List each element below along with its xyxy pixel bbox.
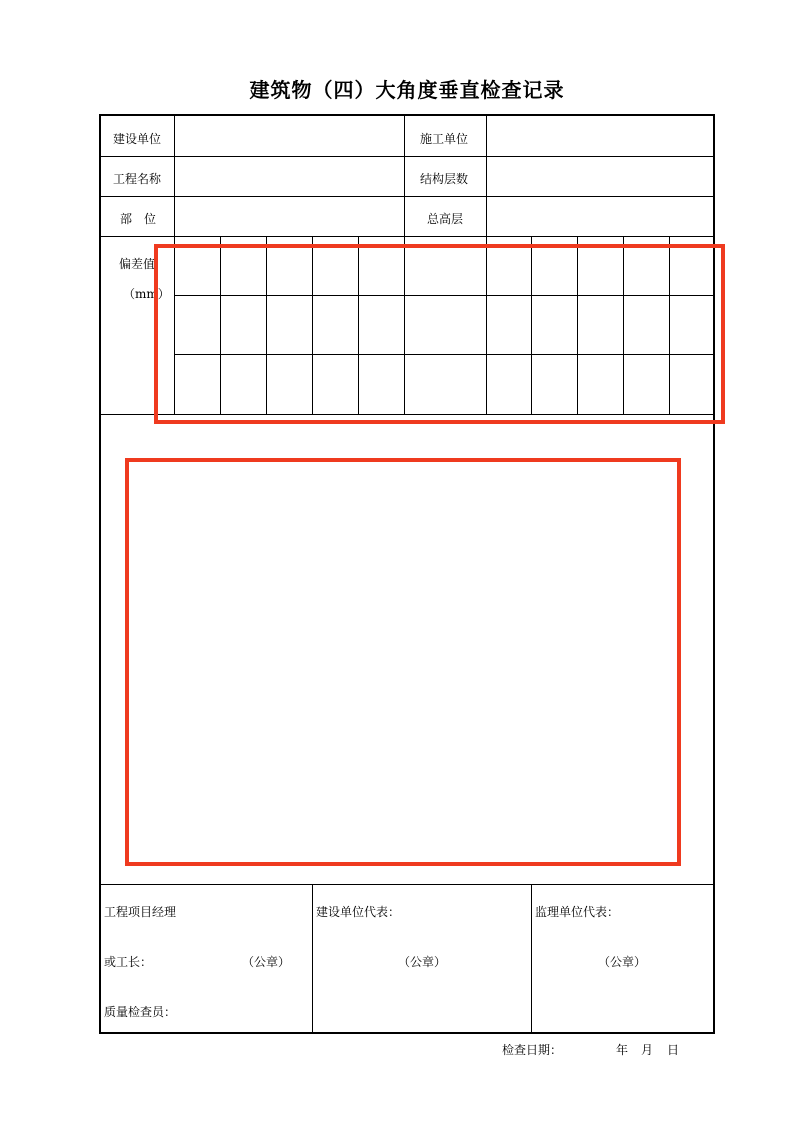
label-structure-floors: 结构层数 bbox=[420, 172, 469, 186]
label-total-height: 总高层 bbox=[427, 212, 464, 226]
row-divider bbox=[99, 156, 715, 157]
col-divider bbox=[312, 884, 313, 1034]
label-position: 部 位 bbox=[120, 212, 157, 226]
label-deviation-unit: （mm） bbox=[123, 287, 170, 301]
date-year: 年 bbox=[616, 1043, 629, 1057]
page-title: 建筑物（四）大角度垂直检查记录 bbox=[249, 78, 565, 102]
label-deviation: 偏差值 bbox=[119, 257, 156, 271]
row-divider bbox=[99, 196, 715, 197]
date-day: 日 bbox=[667, 1043, 680, 1057]
label-construction-unit: 建设单位 bbox=[113, 132, 162, 146]
label-builder-unit: 施工单位 bbox=[420, 132, 469, 146]
highlight-box-sketch bbox=[125, 458, 681, 866]
sig-supervisor-rep: 监理单位代表： bbox=[535, 905, 620, 919]
seal-1: （公章） bbox=[242, 955, 291, 969]
sig-foreman: 或工长： bbox=[104, 955, 153, 969]
date-label: 检查日期： bbox=[502, 1043, 563, 1057]
seal-2: （公章） bbox=[398, 955, 447, 969]
highlight-box-grid bbox=[154, 244, 725, 424]
seal-3: （公章） bbox=[598, 955, 647, 969]
sig-client-rep: 建设单位代表： bbox=[316, 905, 401, 919]
sig-project-manager: 工程项目经理 bbox=[104, 905, 177, 919]
label-project-name: 工程名称 bbox=[113, 172, 162, 186]
sig-quality-inspector: 质量检查员： bbox=[104, 1005, 177, 1019]
col-divider bbox=[531, 884, 532, 1034]
date-month: 月 bbox=[641, 1043, 654, 1057]
row-divider bbox=[99, 884, 715, 885]
